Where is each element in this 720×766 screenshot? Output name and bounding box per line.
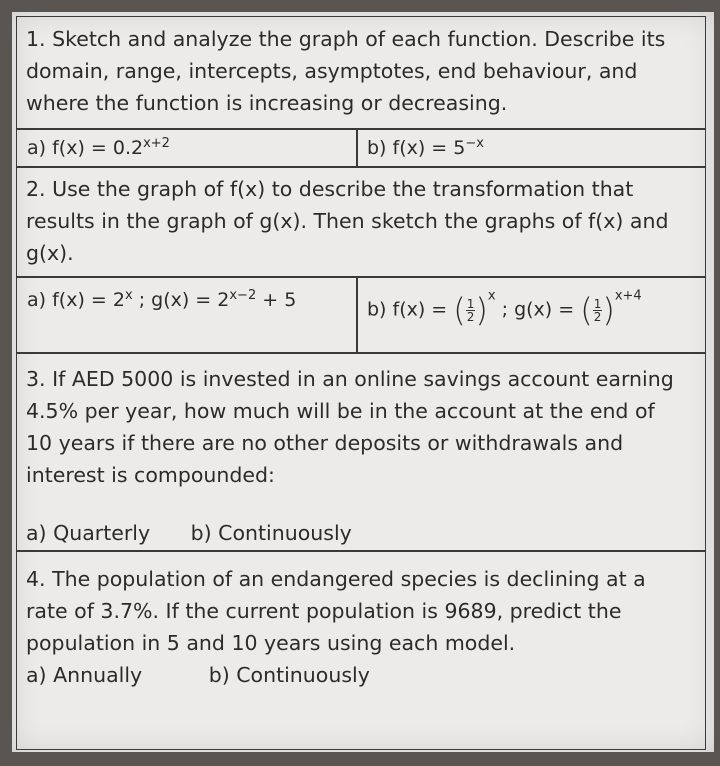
question-4 [16,550,706,750]
question-2-line-3: g(x). [26,241,74,265]
question-4-line-2: rate of 3.7%. If the current population is 9689, predict the [26,599,622,623]
worksheet [12,12,714,752]
question-2-line-1: 2. Use the graph of f(x) to describe the transformation that [26,177,634,201]
question-3 [16,352,706,552]
option-quarterly: a) Quarterly [26,521,151,545]
fraction: $\frac{1}{2}$ [466,296,475,324]
question-2-part-b: b) f(x) = ( $\frac{1}{2}$ )$^x$ ; g(x) = ( $\frac{1}{2}$ )$^{x+4}$ [356,276,706,354]
question-1-line-1: 1. Sketch and analyze the graph of each function. Describe its [26,27,666,51]
question-1-line-2: domain, range, intercepts, asymptotes, end behaviour, and [26,59,638,83]
question-3-line-3: 10 years if there are no other deposits or withdrawals and [26,431,624,455]
question-4-line-1: 4. The population of an endangered species is declining at a [26,567,646,591]
question-2-line-2: results in the graph of g(x). Then sketch the graphs of f(x) and [26,209,669,233]
question-1-part-a: a) $f(x) = 0.2^{x+2}$ [16,128,358,168]
question-3-line-4: interest is compounded: [26,463,275,487]
question-2 [16,166,706,278]
question-3-line-2: 4.5% per year, how much will be in the account at the end of [26,399,655,423]
exponent: −x [465,136,484,151]
question-2-part-a: a) $f(x) = 2^x$ ; $g(x) = 2^{x-2} + 5$ [16,276,358,354]
option-annually: a) Annually [26,663,143,687]
fraction: $\frac{1}{2}$ [593,296,602,324]
option-continuously: b) Continuously [208,663,370,687]
question-4-line-3: population in 5 and 10 years using each model. [26,631,516,655]
exponent: x+2 [143,136,170,151]
question-1-line-3: where the function is increasing or decreasing. [26,91,508,115]
question-1 [16,16,706,130]
option-continuously: b) Continuously [190,521,352,545]
question-1-part-b: b) $f(x) = 5^{-x}$ [356,128,706,168]
question-3-line-1: 3. If AED 5000 is invested in an online savings account earning [26,367,674,391]
